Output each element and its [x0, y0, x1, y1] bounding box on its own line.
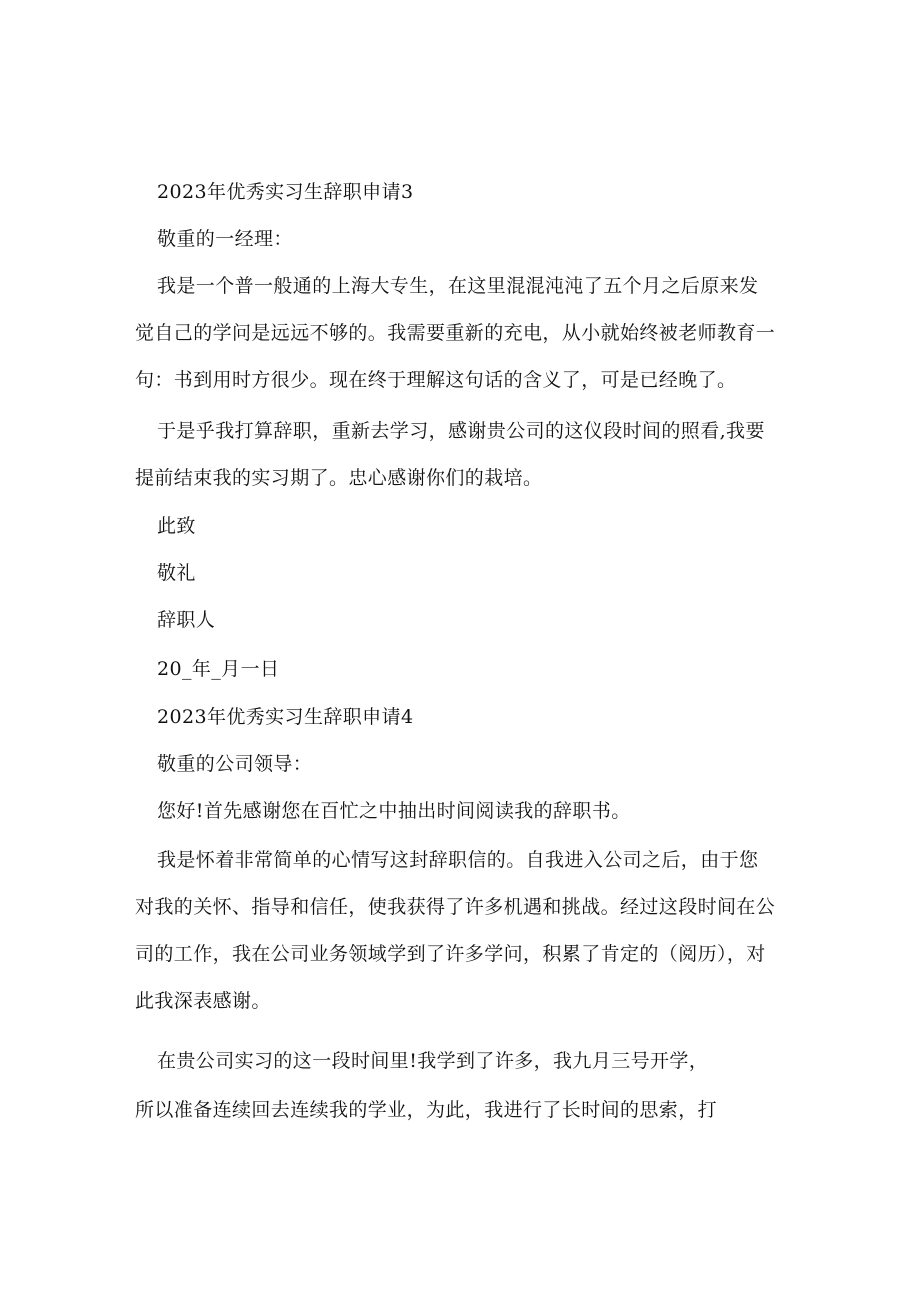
- paragraph-3-2-line-2: 提前结束我的实习期了。忠心感谢你们的栽培。: [135, 467, 543, 489]
- paragraph-4-2-line-1: 我是怀着非常简单的心情写这封辞职信的。自我进入公司之后，由于您: [157, 849, 759, 871]
- date-line: 20_年_月一日: [157, 658, 280, 680]
- closing-cizhi: 此致: [157, 515, 196, 537]
- paragraph-3-1-line-3: 句：书到用时方很少。现在终于理解这句话的含义了，可是已经晚了。: [135, 369, 737, 391]
- paragraph-3-1-line-1: 我是一个普一般通的上海大专生，在这里混混沌沌了五个月之后原来发: [157, 275, 759, 297]
- heading-3: 2023年优秀实习生辞职申请3: [157, 181, 414, 203]
- paragraph-4-2-line-3: 司的工作，我在公司业务领域学到了许多学问，积累了肯定的（阅历），对: [135, 943, 766, 965]
- paragraph-3-1-line-2: 觉自己的学问是远远不够的。我需要重新的充电，从小就始终被老师教育一: [135, 322, 776, 344]
- paragraph-4-2-line-4: 此我深表感谢。: [135, 990, 271, 1012]
- salutation-3: 敬重的一经理：: [157, 228, 293, 250]
- paragraph-4-2-line-2: 对我的关怀、指导和信任，使我获得了许多机遇和挑战。经过这段时间在公: [135, 896, 776, 918]
- paragraph-4-1: 您好!首先感谢您在百忙之中抽出时间阅读我的辞职书。: [157, 800, 631, 822]
- paragraph-4-3-line-2: 所以准备连续回去连续我的学业，为此，我进行了长时间的思索，打: [135, 1099, 718, 1121]
- paragraph-3-2-line-1: 于是乎我打算辞职，重新去学习，感谢贵公司的这仪段时间的照看,我要: [157, 420, 765, 442]
- salutation-4: 敬重的公司领导：: [157, 753, 313, 775]
- heading-4: 2023年优秀实习生辞职申请4: [157, 706, 414, 728]
- signature-label: 辞职人: [157, 609, 216, 631]
- closing-jingli: 敬礼: [157, 562, 196, 584]
- paragraph-4-3-line-1: 在贵公司实习的这一段时间里!我学到了许多，我九月三号开学，: [157, 1050, 709, 1072]
